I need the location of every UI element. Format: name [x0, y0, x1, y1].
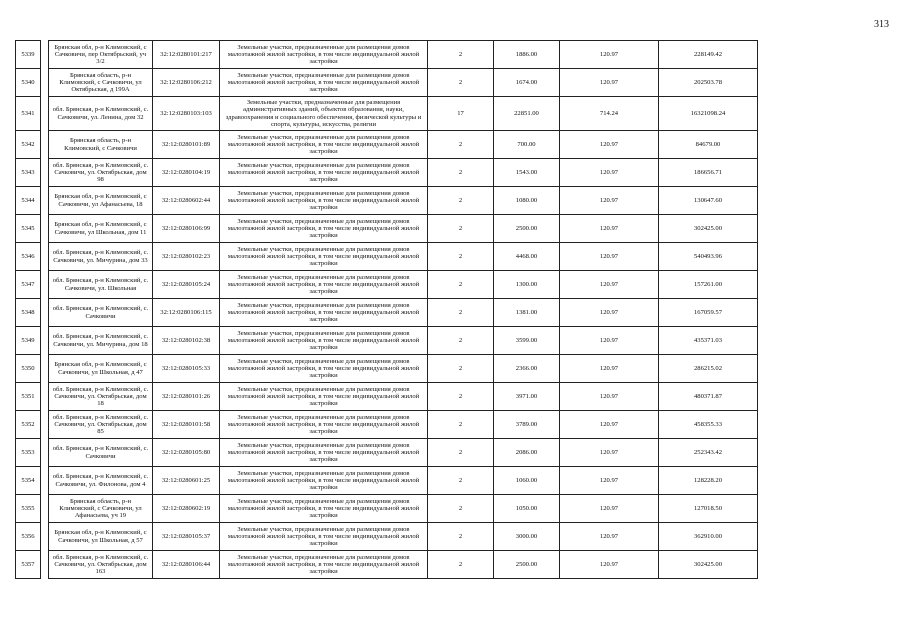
table-row — [16, 243, 891, 271]
row-number-cell: 5342 — [16, 131, 41, 159]
land-use-cell: Земельные участки, предназначенные для размещения домов малоэтажной жилой застройки, в том числе индивидуальной жилой застройки — [220, 411, 428, 439]
table-row — [16, 41, 891, 69]
spacer-cell — [41, 383, 49, 411]
cadastral-number-cell: 32:12:0280602:19 — [153, 495, 220, 523]
area-cell: 22851.00 — [494, 97, 560, 131]
spacer-cell — [41, 551, 49, 579]
row-number-cell: 5344 — [16, 187, 41, 215]
use-group-cell: 2 — [428, 383, 494, 411]
table-row — [16, 467, 891, 495]
land-use-cell: Земельные участки, предназначенные для размещения домов малоэтажной жилой застройки, в том числе индивидуальной жилой застройки — [220, 355, 428, 383]
land-use-cell: Земельные участки, предназначенные для размещения домов малоэтажной жилой застройки, в том числе индивидуальной жилой застройки — [220, 215, 428, 243]
use-group-cell: 2 — [428, 495, 494, 523]
table-row — [16, 159, 891, 187]
use-group-cell: 2 — [428, 411, 494, 439]
spacer-cell — [41, 215, 49, 243]
address-cell: обл. Брянская, р-н Климовский, с. Сачковичи — [49, 439, 153, 467]
cadastral-number-cell: 32:12:0280106:115 — [153, 299, 220, 327]
specific-value-cell: 120.97 — [560, 131, 659, 159]
area-cell: 1381.00 — [494, 299, 560, 327]
area-cell: 2500.00 — [494, 215, 560, 243]
area-cell: 4468.00 — [494, 243, 560, 271]
area-cell: 1543.00 — [494, 159, 560, 187]
cadastral-value-cell: 157261.00 — [659, 271, 758, 299]
cadastral-value-cell: 362910.00 — [659, 523, 758, 551]
specific-value-cell: 714.24 — [560, 97, 659, 131]
land-use-cell: Земельные участки, предназначенные для размещения домов малоэтажной жилой застройки, в том числе индивидуальной жилой застройки — [220, 131, 428, 159]
specific-value-cell: 120.97 — [560, 271, 659, 299]
land-use-cell: Земельные участки, предназначенные для размещения домов малоэтажной жилой застройки, в том числе индивидуальной жилой застройки — [220, 523, 428, 551]
specific-value-cell: 120.97 — [560, 327, 659, 355]
land-use-cell: Земельные участки, предназначенные для размещения домов малоэтажной жилой застройки, в том числе индивидуальной жилой застройки — [220, 495, 428, 523]
specific-value-cell: 120.97 — [560, 383, 659, 411]
cadastral-value-cell: 458355.33 — [659, 411, 758, 439]
land-use-cell: Земельные участки, предназначенные для размещения домов малоэтажной жилой застройки, в том числе индивидуальной жилой застройки — [220, 551, 428, 579]
use-group-cell: 2 — [428, 159, 494, 187]
row-number-cell: 5341 — [16, 97, 41, 131]
row-number-cell: 5350 — [16, 355, 41, 383]
land-use-cell: Земельные участки, предназначенные для размещения домов малоэтажной жилой застройки, в том числе индивидуальной жилой застройки — [220, 327, 428, 355]
row-number-cell: 5348 — [16, 299, 41, 327]
row-number-cell: 5353 — [16, 439, 41, 467]
use-group-cell: 2 — [428, 41, 494, 69]
cadastral-value-cell: 540493.96 — [659, 243, 758, 271]
use-group-cell: 2 — [428, 467, 494, 495]
cadastral-value-cell: 167059.57 — [659, 299, 758, 327]
cadastral-number-cell: 32:12:0280101:58 — [153, 411, 220, 439]
table-row — [16, 383, 891, 411]
cadastral-number-cell: 32:12:0280106:99 — [153, 215, 220, 243]
use-group-cell: 2 — [428, 215, 494, 243]
land-use-cell: Земельные участки, предназначенные для размещения домов малоэтажной жилой застройки, в том числе индивидуальной жилой застройки — [220, 439, 428, 467]
cadastral-value-cell: 127018.50 — [659, 495, 758, 523]
table-row — [16, 131, 891, 159]
table-row — [16, 495, 891, 523]
table-row — [16, 327, 891, 355]
use-group-cell: 2 — [428, 551, 494, 579]
area-cell: 1060.00 — [494, 467, 560, 495]
cadastral-value-cell: 202503.78 — [659, 69, 758, 97]
area-cell: 700.00 — [494, 131, 560, 159]
specific-value-cell: 120.97 — [560, 243, 659, 271]
use-group-cell: 2 — [428, 187, 494, 215]
area-cell: 1080.00 — [494, 187, 560, 215]
cadastral-value-cell: 302425.00 — [659, 551, 758, 579]
cadastral-number-cell: 32:12:0280601:25 — [153, 467, 220, 495]
row-number-cell: 5340 — [16, 69, 41, 97]
use-group-cell: 2 — [428, 69, 494, 97]
land-use-cell: Земельные участки, предназначенные для размещения домов малоэтажной жилой застройки, в том числе индивидуальной жилой застройки — [220, 271, 428, 299]
specific-value-cell: 120.97 — [560, 215, 659, 243]
specific-value-cell: 120.97 — [560, 467, 659, 495]
cadastral-value-cell: 16321098.24 — [659, 97, 758, 131]
cadastral-value-cell: 286215.02 — [659, 355, 758, 383]
address-cell: обл. Брянская, р-н Климовский, с. Сачковичи, ул. Филонова, дом 4 — [49, 467, 153, 495]
specific-value-cell: 120.97 — [560, 187, 659, 215]
address-cell: Брянская область, р-н Климовский, с Сачковичи, ул Октябрьская, д 199А — [49, 69, 153, 97]
spacer-cell — [41, 299, 49, 327]
area-cell: 1300.00 — [494, 271, 560, 299]
cadastral-number-cell: 32:12:0280106:212 — [153, 69, 220, 97]
cadastral-number-cell: 32:12:0280105:33 — [153, 355, 220, 383]
land-use-cell: Земельные участки, предназначенные для размещения домов малоэтажной жилой застройки, в том числе индивидуальной жилой застройки — [220, 383, 428, 411]
spacer-cell — [41, 97, 49, 131]
specific-value-cell: 120.97 — [560, 299, 659, 327]
cadastral-number-cell: 32:12:0280101:26 — [153, 383, 220, 411]
spacer-cell — [41, 187, 49, 215]
cadastral-value-cell: 228149.42 — [659, 41, 758, 69]
table-row — [16, 271, 891, 299]
address-cell: Брянская обл, р-н Климовский, с Сачковичи, ул Школьная, д 47 — [49, 355, 153, 383]
specific-value-cell: 120.97 — [560, 355, 659, 383]
specific-value-cell: 120.97 — [560, 41, 659, 69]
use-group-cell: 2 — [428, 523, 494, 551]
area-cell: 3000.00 — [494, 523, 560, 551]
land-use-cell: Земельные участки, предназначенные для размещения домов малоэтажной жилой застройки, в том числе индивидуальной жилой застройки — [220, 299, 428, 327]
address-cell: Брянская обл, р-н Климовский, с Сачковичи, ул Афанасьева, 18 — [49, 187, 153, 215]
cadastral-value-cell: 130647.60 — [659, 187, 758, 215]
land-use-cell: Земельные участки, предназначенные для размещения административных зданий, объектов образования, науки, здравоохранения и социального обеспечения, физической культуры и спорта, культуры, искусства, религии — [220, 97, 428, 131]
area-cell: 3599.00 — [494, 327, 560, 355]
cadastral-value-cell: 186656.71 — [659, 159, 758, 187]
area-cell: 2500.00 — [494, 551, 560, 579]
cadastral-value-table — [15, 40, 891, 579]
area-cell: 1050.00 — [494, 495, 560, 523]
spacer-cell — [41, 411, 49, 439]
row-number-cell: 5347 — [16, 271, 41, 299]
row-number-cell: 5345 — [16, 215, 41, 243]
row-number-cell: 5356 — [16, 523, 41, 551]
table-row — [16, 187, 891, 215]
table-row — [16, 299, 891, 327]
row-number-cell: 5349 — [16, 327, 41, 355]
address-cell: обл. Брянская, р-н Климовский, с. Сачковичи, ул. Ленина, дом 32 — [49, 97, 153, 131]
area-cell: 3789.00 — [494, 411, 560, 439]
address-cell: обл. Брянская, р-н Климовский, с. Сачковичи, ул. Школьная — [49, 271, 153, 299]
cadastral-number-cell: 32:12:0280102:38 — [153, 327, 220, 355]
land-use-cell: Земельные участки, предназначенные для размещения домов малоэтажной жилой застройки, в том числе индивидуальной жилой застройки — [220, 243, 428, 271]
area-cell: 1886.00 — [494, 41, 560, 69]
cadastral-value-cell: 128228.20 — [659, 467, 758, 495]
spacer-cell — [41, 69, 49, 97]
spacer-cell — [41, 159, 49, 187]
spacer-cell — [41, 41, 49, 69]
cadastral-number-cell: 32:12:0280105:80 — [153, 439, 220, 467]
cadastral-number-cell: 32:12:0280602:44 — [153, 187, 220, 215]
cadastral-number-cell: 32:12:0280104:19 — [153, 159, 220, 187]
table-row — [16, 551, 891, 579]
area-cell: 2086.00 — [494, 439, 560, 467]
spacer-cell — [41, 523, 49, 551]
land-use-cell: Земельные участки, предназначенные для размещения домов малоэтажной жилой застройки, в том числе индивидуальной жилой застройки — [220, 187, 428, 215]
address-cell: Брянская обл, р-н Климовский, с Сачковичи, ул Школьная, дом 11 — [49, 215, 153, 243]
land-use-cell: Земельные участки, предназначенные для размещения домов малоэтажной жилой застройки, в том числе индивидуальной жилой застройки — [220, 159, 428, 187]
cadastral-value-cell: 480371.87 — [659, 383, 758, 411]
row-number-cell: 5352 — [16, 411, 41, 439]
use-group-cell: 2 — [428, 243, 494, 271]
specific-value-cell: 120.97 — [560, 551, 659, 579]
row-number-cell: 5354 — [16, 467, 41, 495]
area-cell: 3971.00 — [494, 383, 560, 411]
cadastral-number-cell: 32:12:0280105:37 — [153, 523, 220, 551]
spacer-cell — [41, 131, 49, 159]
row-number-cell: 5355 — [16, 495, 41, 523]
table-row — [16, 411, 891, 439]
table-row — [16, 355, 891, 383]
address-cell: обл. Брянская, р-н Климовский, с. Сачковичи, ул. Мичурина, дом 18 — [49, 327, 153, 355]
cadastral-number-cell: 32:12:0280101:217 — [153, 41, 220, 69]
address-cell: обл. Брянская, р-н Климовский, с. Сачковичи — [49, 299, 153, 327]
area-cell: 2366.00 — [494, 355, 560, 383]
cadastral-value-cell: 252343.42 — [659, 439, 758, 467]
address-cell: обл. Брянская, р-н Климовский, с. Сачковичи, ул. Октябрьская, дом 98 — [49, 159, 153, 187]
cadastral-value-cell: 435371.03 — [659, 327, 758, 355]
row-number-cell: 5357 — [16, 551, 41, 579]
land-use-cell: Земельные участки, предназначенные для размещения домов малоэтажной жилой застройки, в том числе индивидуальной жилой застройки — [220, 41, 428, 69]
address-cell: обл. Брянская, р-н Климовский, с. Сачковичи, ул. Октябрьская, дом 18 — [49, 383, 153, 411]
cadastral-number-cell: 32:12:0280106:44 — [153, 551, 220, 579]
specific-value-cell: 120.97 — [560, 495, 659, 523]
use-group-cell: 2 — [428, 327, 494, 355]
cadastral-value-cell: 302425.00 — [659, 215, 758, 243]
spacer-cell — [41, 439, 49, 467]
use-group-cell: 2 — [428, 299, 494, 327]
specific-value-cell: 120.97 — [560, 411, 659, 439]
address-cell: Брянская область, р-н Климовский, с Сачковичи, ул Афанасьева, уч 19 — [49, 495, 153, 523]
cadastral-number-cell: 32:12:0280105:24 — [153, 271, 220, 299]
address-cell: Брянская обл, р-н Климовский, с Сачковичи, пер Октябрьский, уч 3/2 — [49, 41, 153, 69]
spacer-cell — [41, 495, 49, 523]
spacer-cell — [41, 467, 49, 495]
use-group-cell: 2 — [428, 271, 494, 299]
cadastral-number-cell: 32:12:0280101:89 — [153, 131, 220, 159]
address-cell: Брянская область, р-н Климовский, с Сачковичи — [49, 131, 153, 159]
row-number-cell: 5339 — [16, 41, 41, 69]
area-cell: 1674.00 — [494, 69, 560, 97]
cadastral-number-cell: 32:12:0280102:23 — [153, 243, 220, 271]
row-number-cell: 5351 — [16, 383, 41, 411]
cadastral-value-cell: 84679.00 — [659, 131, 758, 159]
table-row — [16, 439, 891, 467]
use-group-cell: 2 — [428, 439, 494, 467]
table-row — [16, 69, 891, 97]
row-number-cell: 5343 — [16, 159, 41, 187]
land-use-cell: Земельные участки, предназначенные для размещения домов малоэтажной жилой застройки, в том числе индивидуальной жилой застройки — [220, 69, 428, 97]
specific-value-cell: 120.97 — [560, 159, 659, 187]
address-cell: Брянская обл, р-н Климовский, с Сачковичи, ул Школьная, д 57 — [49, 523, 153, 551]
spacer-cell — [41, 271, 49, 299]
use-group-cell: 17 — [428, 97, 494, 131]
spacer-cell — [41, 355, 49, 383]
specific-value-cell: 120.97 — [560, 439, 659, 467]
land-use-cell: Земельные участки, предназначенные для размещения домов малоэтажной жилой застройки, в том числе индивидуальной жилой застройки — [220, 467, 428, 495]
use-group-cell: 2 — [428, 355, 494, 383]
cadastral-number-cell: 32:12:0280103:103 — [153, 97, 220, 131]
specific-value-cell: 120.97 — [560, 523, 659, 551]
spacer-cell — [41, 327, 49, 355]
page-number: 313 — [874, 19, 889, 30]
spacer-cell — [41, 243, 49, 271]
address-cell: обл. Брянская, р-н Климовский, с. Сачковичи, ул. Мичурина, дом 33 — [49, 243, 153, 271]
table-row — [16, 215, 891, 243]
address-cell: обл. Брянская, р-н Климовский, с. Сачковичи, ул. Октябрьская, дом 163 — [49, 551, 153, 579]
specific-value-cell: 120.97 — [560, 69, 659, 97]
use-group-cell: 2 — [428, 131, 494, 159]
address-cell: обл. Брянская, р-н Климовский, с. Сачковичи, ул. Октябрьская, дом 85 — [49, 411, 153, 439]
table-row — [16, 97, 891, 131]
table-body — [16, 41, 891, 579]
table-row — [16, 523, 891, 551]
row-number-cell: 5346 — [16, 243, 41, 271]
